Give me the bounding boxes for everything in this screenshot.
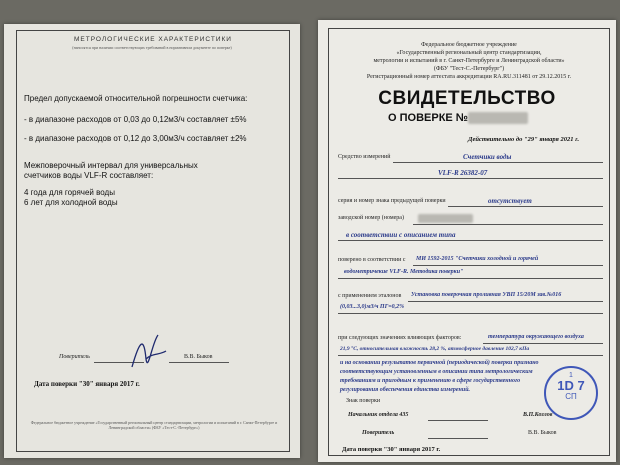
instrument-type: VLF-R 26382-07	[438, 169, 488, 177]
name-line	[169, 362, 229, 363]
conclusion-line-2: соответствующим установленным в описании типа метрологическим	[340, 369, 533, 375]
certificate-number-redacted	[468, 112, 528, 124]
verifier-name: В.В. Быков	[528, 430, 557, 436]
conclusion-line-1: и на основании результатов первичной (периодической) поверки признано	[340, 360, 539, 366]
instrument-value: Счетчики воды	[463, 153, 512, 161]
standards-value-2: (0,03...3,0)м3/ч ПГ=0,2%	[340, 304, 405, 310]
verifier-name: В.В. Быков	[184, 354, 213, 360]
interval-title: Межповерочный интервал для универсальных	[24, 161, 198, 170]
field-line	[338, 278, 603, 279]
field-line	[338, 240, 603, 241]
field-line	[413, 224, 603, 225]
footer-note: Федеральное бюджетное учреждение «Государственный региональный центр стандартизации, метрологии и испытаний в г. Санкт-Петербурге и Ленинградской области» (ФБУ «Тест-С.-Петербург»)	[30, 420, 278, 430]
conditions-label: при следующих значениях влияющих факторов:	[338, 335, 462, 341]
mark-label: Знак поверки	[346, 398, 381, 404]
valid-until: Действительно до "29" января 2021 г.	[468, 136, 580, 143]
certificate-title: СВИДЕТЕЛЬСТВО	[378, 88, 556, 109]
certificate-sheet	[318, 20, 616, 462]
method-value: МИ 1592-2015 "Счетчики холодной и горячей	[416, 256, 539, 262]
prev-mark-value: отсутствует	[488, 197, 532, 205]
certificate-number-label: О ПОВЕРКЕ №	[388, 112, 469, 124]
field-line	[448, 206, 603, 207]
field-line	[338, 355, 603, 356]
org-line-1: Федеральное бюджетное учреждение	[421, 42, 517, 48]
accuracy-intro: Предел допускаемой относительной погрешности счетчика:	[24, 94, 248, 103]
metrology-sheet	[4, 24, 300, 458]
conclusion-line-4: регулирования обеспечения единства измерений.	[340, 387, 471, 393]
conclusion-line-3: требованиям и пригодным к применению в сфере государственного	[340, 378, 521, 384]
verifier-label: Поверитель	[362, 430, 395, 436]
accuracy-range-1: - в диапазоне расходов от 0,03 до 0,12м3/ч составляет ±5%	[24, 115, 247, 124]
serial-redacted	[418, 214, 473, 223]
standards-label: с применением эталонов	[338, 293, 402, 299]
verifier-label: Поверитель	[59, 354, 90, 360]
field-line	[483, 343, 603, 344]
org-line-2: «Государственный региональный центр стандартизации,	[396, 50, 542, 56]
metrology-header-note: (наносятся при наличии соответствующих требований в нормативном документе по поверке)	[72, 45, 232, 50]
head-name: В.П.Козлов	[523, 412, 553, 418]
scope-value: в соответствии с описанием типа	[346, 231, 456, 239]
stamp-top: 1	[569, 372, 573, 379]
head-label: Начальник отдела 435	[348, 412, 409, 418]
field-line	[338, 313, 603, 314]
signature-line	[428, 420, 488, 421]
interval-subtitle: счетчиков воды VLF-R составляет:	[24, 171, 154, 180]
stamp-middle: 1D 7	[557, 378, 585, 393]
stamp-bottom: СП	[565, 392, 577, 401]
verification-date: Дата поверки "30" января 2017 г.	[342, 446, 441, 453]
serial-label: заводской номер (номера)	[338, 215, 404, 221]
interval-cold: 6 лет для холодной воды	[24, 198, 118, 207]
verifier-signature	[122, 329, 170, 377]
interval-hot: 4 года для горячей воды	[24, 188, 115, 197]
verification-stamp	[544, 366, 598, 420]
signature-line	[428, 438, 488, 439]
metrology-header: МЕТРОЛОГИЧЕСКИЕ ХАРАКТЕРИСТИКИ	[74, 36, 232, 43]
field-line	[338, 178, 603, 179]
conditions-value: температура окружающего воздуха	[488, 334, 584, 340]
standards-value: Установка поверочная проливная УВП 15/20М зав.№016	[411, 292, 562, 298]
field-line	[393, 162, 603, 163]
instrument-label: Средство измерений	[338, 154, 391, 160]
field-line	[408, 301, 603, 302]
method-value-2: водометричекие VLF-R. Методика поверки"	[344, 269, 464, 275]
accreditation: Регистрационный номер аттестата аккредитации RA.RU.311481 от 29.12.2015 г.	[366, 74, 572, 80]
prev-mark-label: серия и номер знака предыдущей поверки	[338, 198, 446, 204]
field-line	[413, 265, 603, 266]
accuracy-range-2: - в диапазоне расходов от 0,12 до 3,00м3/ч составляет ±2%	[24, 134, 247, 143]
conditions-value-2: 21,9 °С, относительная влажность 28,2 %, атмосферное давление 102,7 кПа	[340, 346, 530, 352]
org-line-3: метрологии и испытаний в г. Санкт-Петербурге и Ленинградской области»	[373, 58, 565, 64]
method-label: поверено в соответствии с	[338, 257, 406, 263]
org-line-4: (ФБУ "Тест-С.-Петербург")	[433, 66, 505, 72]
verification-date: Дата поверки "30" января 2017 г.	[34, 380, 140, 388]
